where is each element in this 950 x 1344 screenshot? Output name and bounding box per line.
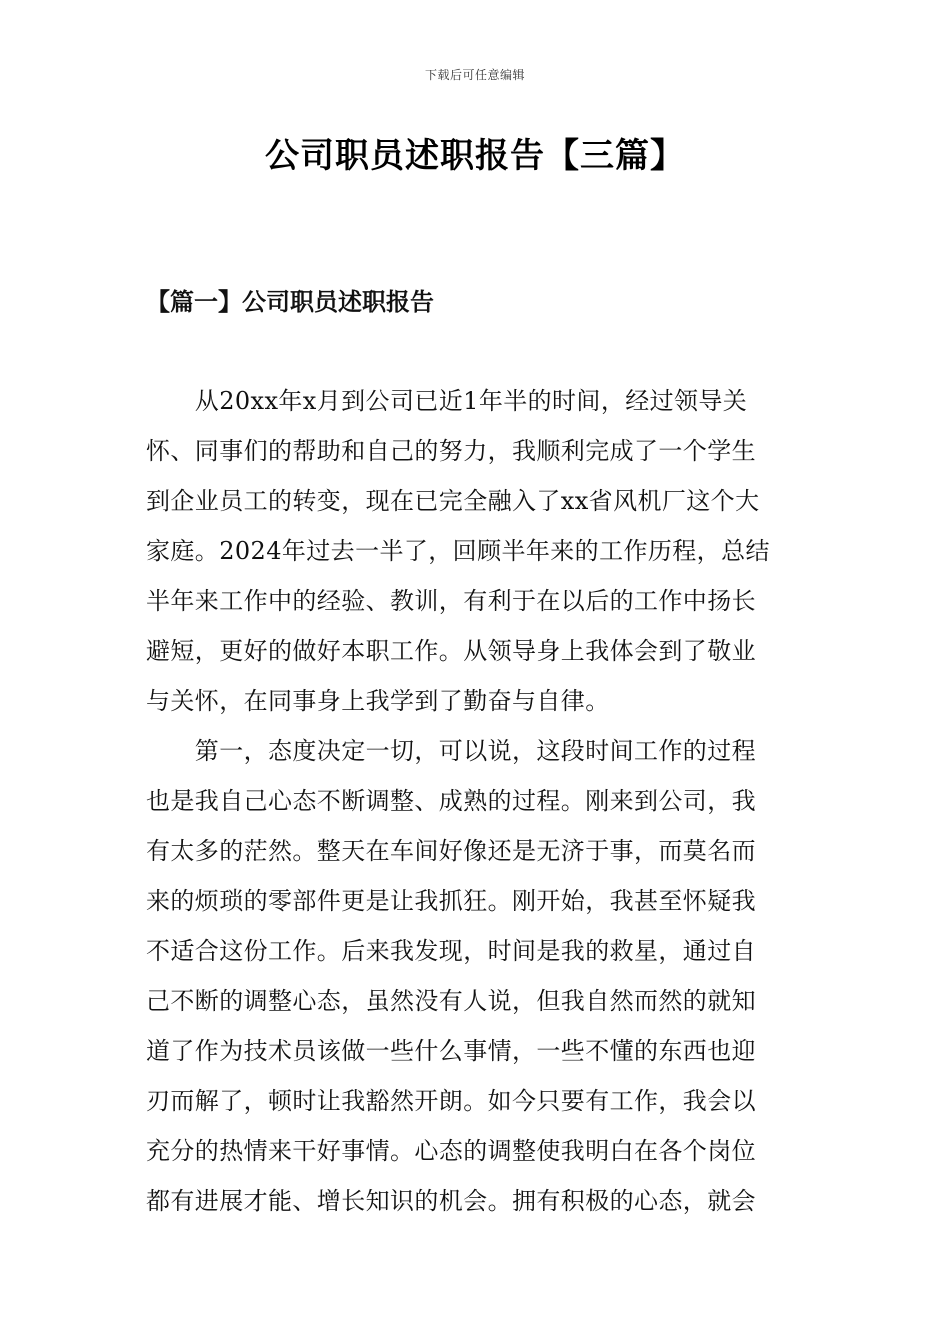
body-line: 家庭。2024年过去一半了，回顾半年来的工作历程，总结 — [146, 537, 770, 565]
body-line: 有太多的茫然。整天在车间好像还是无济于事，而莫名而 — [146, 837, 756, 865]
body-line: 充分的热情来干好事情。心态的调整使我明白在各个岗位 — [146, 1137, 756, 1165]
body-line: 己不断的调整心态，虽然没有人说，但我自然而然的就知 — [146, 987, 756, 1015]
body-line: 来的烦琐的零部件更是让我抓狂。刚开始，我甚至怀疑我 — [146, 887, 756, 915]
section-heading: 【篇一】公司职员述职报告 — [146, 287, 434, 316]
body-line: 到企业员工的转变，现在已完全融入了xx省风机厂这个大 — [146, 487, 760, 515]
body-text — [146, 376, 811, 1226]
body-line: 都有进展才能、增长知识的机会。拥有积极的心态，就会 — [146, 1187, 756, 1215]
header-note: 下载后可任意编辑 — [424, 68, 525, 82]
body-line: 刃而解了，顿时让我豁然开朗。如今只要有工作，我会以 — [146, 1087, 756, 1115]
body-line: 半年来工作中的经验、教训，有利于在以后的工作中扬长 — [146, 587, 756, 615]
body-line: 从20xx年x月到公司已近1年半的时间，经过领导关 — [146, 387, 748, 415]
document-title: 公司职员述职报告【三篇】 — [265, 136, 685, 176]
body-line: 不适合这份工作。后来我发现，时间是我的救星，通过自 — [146, 937, 756, 965]
body-line: 与关怀，在同事身上我学到了勤奋与自律。 — [146, 687, 610, 715]
body-line: 也是我自己心态不断调整、成熟的过程。刚来到公司，我 — [146, 787, 756, 815]
body-line: 避短，更好的做好本职工作。从领导身上我体会到了敬业 — [146, 637, 756, 665]
body-line: 道了作为技术员该做一些什么事情，一些不懂的东西也迎 — [146, 1037, 756, 1065]
body-line: 怀、同事们的帮助和自己的努力，我顺利完成了一个学生 — [146, 437, 756, 465]
body-line: 第一，态度决定一切，可以说，这段时间工作的过程 — [146, 737, 756, 765]
